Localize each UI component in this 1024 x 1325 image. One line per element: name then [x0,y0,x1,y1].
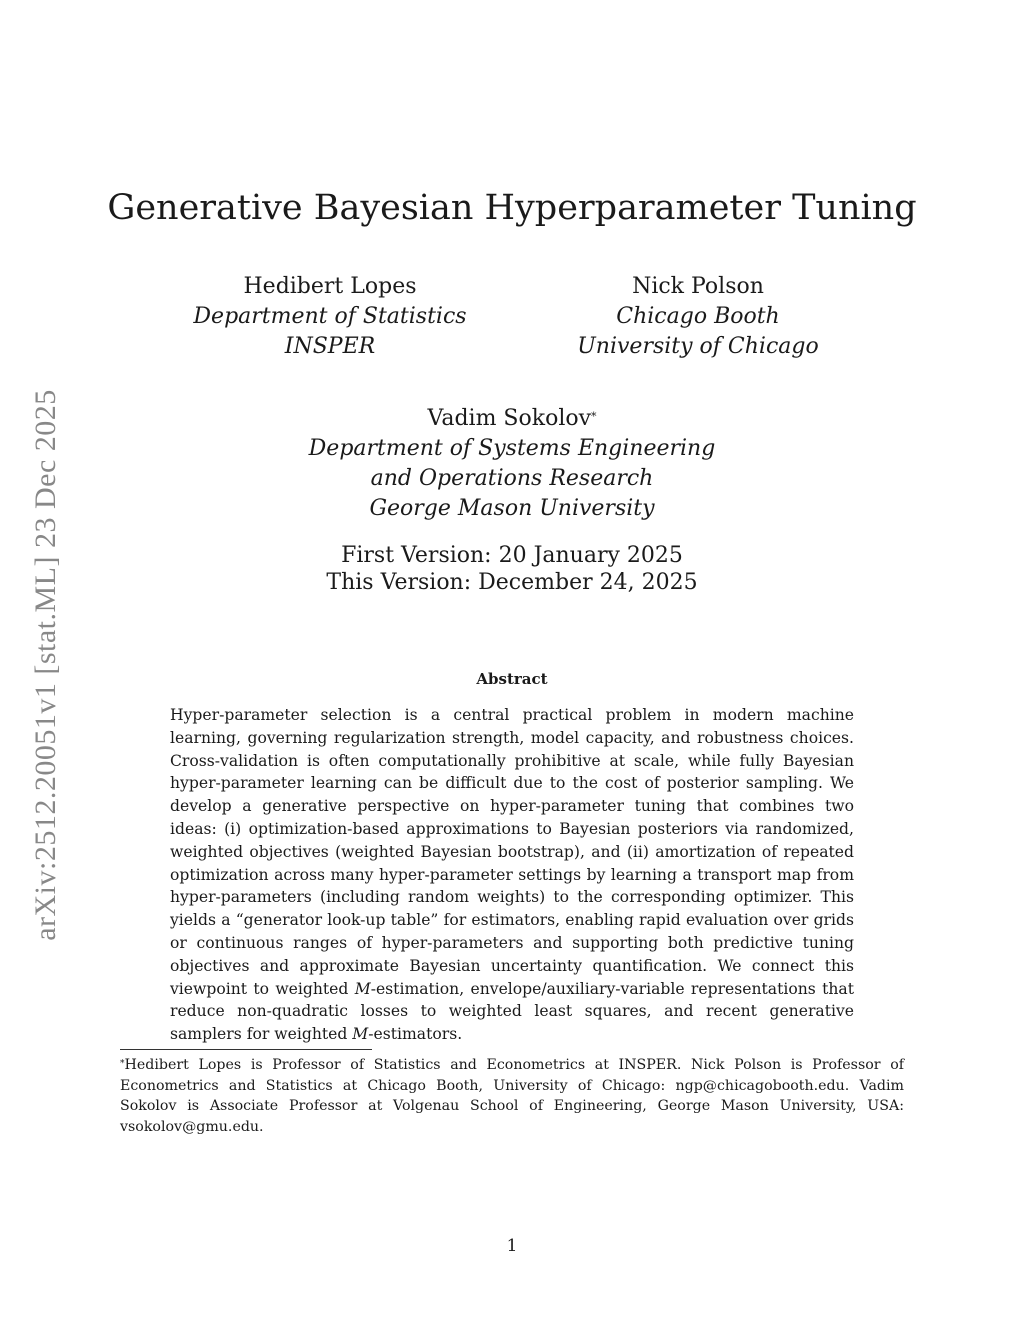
footnote-marker[interactable]: * [591,410,597,423]
page-number: 1 [506,1236,518,1256]
footnote-text: Hedibert Lopes is Professor of Statistics and Econometrics at INSPER. Nick Polson is Professor of Econometrics and Statistics at Chicago Booth, University of Chicago: ngp@chicagobooth.edu. Vadim Sokolov is Associate Professor at Volgenau School of Engineering, George Mason University, USA: vsokolov@gmu.edu. [120,1057,904,1135]
first-version-date: First Version: 20 January 2025 [341,543,683,568]
author-affiliation: Department of Systems Engineering [308,436,716,461]
author-footnote [120,1055,904,1137]
abstract-text-part: -estimators. [368,1025,463,1044]
author-name [262,404,762,434]
abstract-heading: Abstract [476,670,548,688]
author-name-text: Vadim Sokolov [427,406,592,431]
author-name: Nick Polson [632,274,764,299]
m-symbol: M [352,1025,369,1044]
footnote-divider [120,1049,372,1050]
abstract-text-part: -estimation, envelope/auxiliary-variable representations that reduce non-quadratic losses to weighted least squares, and recent generative samplers for weighted [170,979,854,1044]
paper-title: Generative Bayesian Hyperparameter Tuning [107,188,917,228]
author-affiliation: Chicago Booth [616,304,780,329]
author-name: Hedibert Lopes [243,274,417,299]
author-block-sokolov [262,404,762,524]
abstract-text [170,704,854,1046]
version-dates [0,542,1024,596]
this-version-date: This Version: December 24, 2025 [326,570,698,595]
m-symbol: M [354,979,371,998]
author-affiliation: University of Chicago [577,334,819,359]
author-affiliation: George Mason University [369,496,655,521]
abstract-text-part: Hyper-parameter selection is a central practical problem in modern machine learning, governing regularization strength, model capacity, and robustness choices. Cross-validation is often computationally prohibitive at scale, while fully Bayesian hyper-parameter learning can be difficult due to the cost of posterior sampling. We develop a generative perspective on hyper-parameter tuning that combines two ideas: (i) optimization-based approximations to Bayesian posteriors via randomized, weighted objectives (weighted Bayesian bootstrap), and (ii) amortization of repeated optimization across many hyper-parameter settings by learning a transport map from hyper-parameters (including random weights) to the corresponding optimizer. This yields a “generator look-up table” for estimators, enabling rapid evaluation over grids or continuous ranges of hyper-parameters and supporting both predictive tuning objectives and approximate Bayesian uncertainty quantification. We connect this viewpoint to weighted [170,706,854,998]
author-block-lopes [170,272,490,362]
footnote-mark: * [120,1059,125,1069]
author-block-polson [538,272,858,362]
arxiv-identifier-stamp: arXiv:2512.20051v1 [stat.ML] 23 Dec 2025 [29,389,62,941]
author-affiliation: INSPER [284,334,376,359]
author-affiliation: and Operations Research [370,466,654,491]
author-affiliation: Department of Statistics [193,304,467,329]
